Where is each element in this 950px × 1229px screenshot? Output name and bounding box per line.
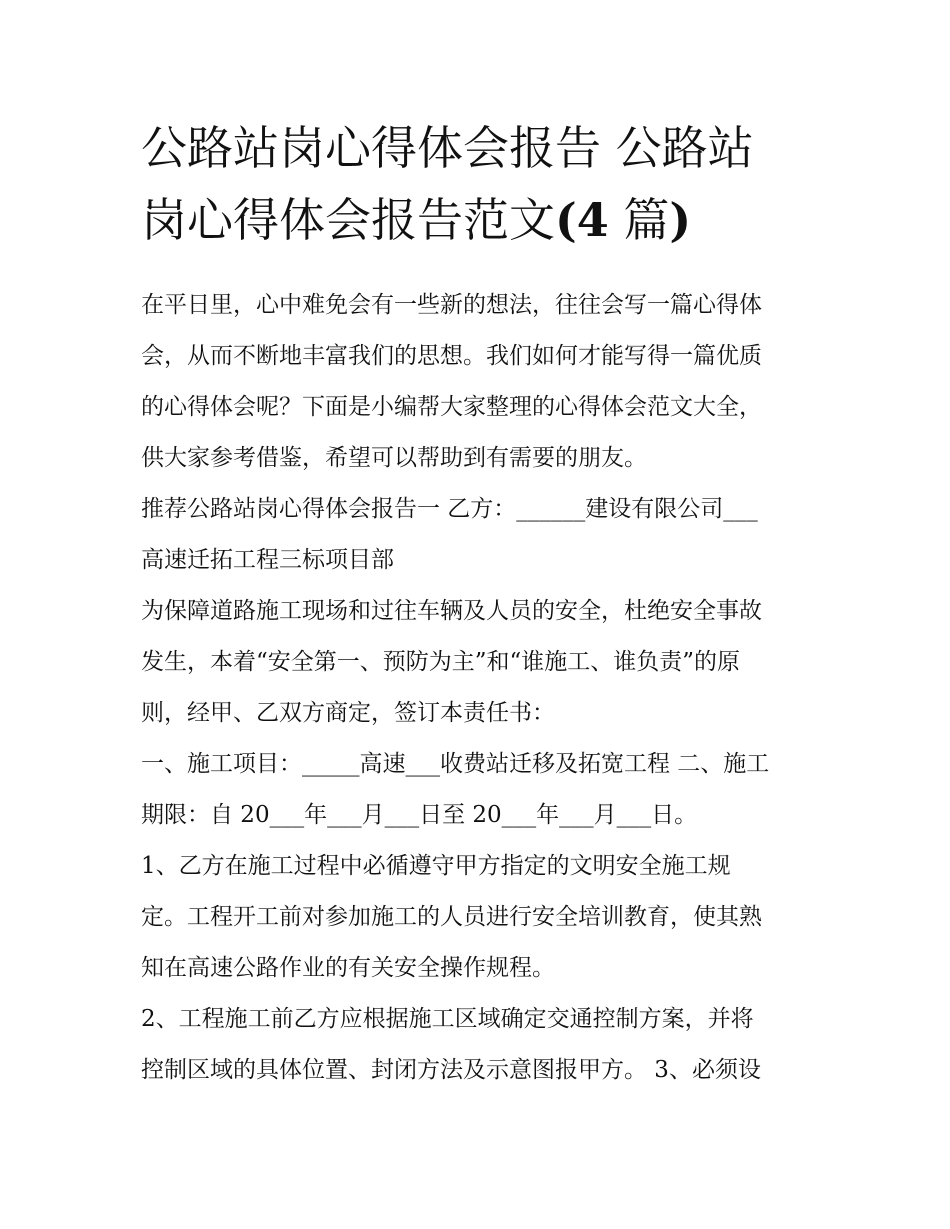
paragraph-clause-2 — [141, 994, 813, 1096]
title-count-unit: 篇 — [608, 193, 670, 247]
paragraph-line: 在平日里，心中难免会有一些新的想法，往往会写一篇心得体 — [141, 292, 762, 318]
paragraph-line: 期限：自 20___年___月___日至 20___年___月___日。 — [141, 802, 698, 828]
paragraph-line: 的心得体会呢？下面是小编帮大家整理的心得体会范文大全， — [141, 394, 762, 420]
title-count-open: (4 — [555, 193, 609, 247]
paragraph-project — [141, 739, 813, 841]
paragraph-line: 知在高速公路作业的有关安全操作规程。 — [141, 955, 555, 981]
paragraph-line: 定。工程开工前对参加施工的人员进行安全培训教育，使其熟 — [141, 904, 762, 930]
paragraph-line: 供大家参考借鉴，希望可以帮助到有需要的朋友。 — [141, 445, 647, 471]
document-title — [141, 112, 813, 256]
paragraph-line: 一、施工项目：_____高速___收费站迁移及拓宽工程 二、施工 — [141, 751, 770, 777]
paragraph-line: 推荐公路站岗心得体会报告一 乙方：______建设有限公司___ — [141, 496, 758, 522]
title-line-2-text: 岗心得体会报告范文 — [141, 193, 555, 247]
title-line-2 — [141, 184, 813, 256]
paragraph-line: 2、工程施工前乙方应根据施工区域确定交通控制方案，并将 — [141, 1006, 754, 1032]
title-count-close: ) — [669, 193, 692, 247]
title-line-1: 公路站岗心得体会报告 公路站 — [141, 121, 754, 175]
paragraph-line: 控制区域的具体位置、封闭方法及示意图报甲方。 3、必须设 — [141, 1057, 761, 1083]
paragraph-line: 1、乙方在施工过程中必循遵守甲方指定的文明安全施工规 — [141, 853, 731, 879]
paragraph-purpose — [141, 586, 813, 739]
paragraph-clause-1 — [141, 841, 813, 994]
paragraph-line: 高速迁拓工程三标项目部 — [141, 547, 394, 573]
paragraph-line: 为保障道路施工现场和过往车辆及人员的安全，杜绝安全事故 — [141, 598, 762, 624]
paragraph-line: 则，经甲、乙双方商定，签订本责任书： — [141, 700, 555, 726]
paragraph-recommend — [141, 484, 813, 586]
paragraph-line: 会，从而不断地丰富我们的思想。我们如何才能写得一篇优质 — [141, 343, 762, 369]
paragraph-intro — [141, 280, 813, 484]
paragraph-line: 发生，本着“安全第一、预防为主”和“谁施工、谁负责”的原 — [141, 649, 741, 675]
document-body — [141, 112, 813, 1096]
